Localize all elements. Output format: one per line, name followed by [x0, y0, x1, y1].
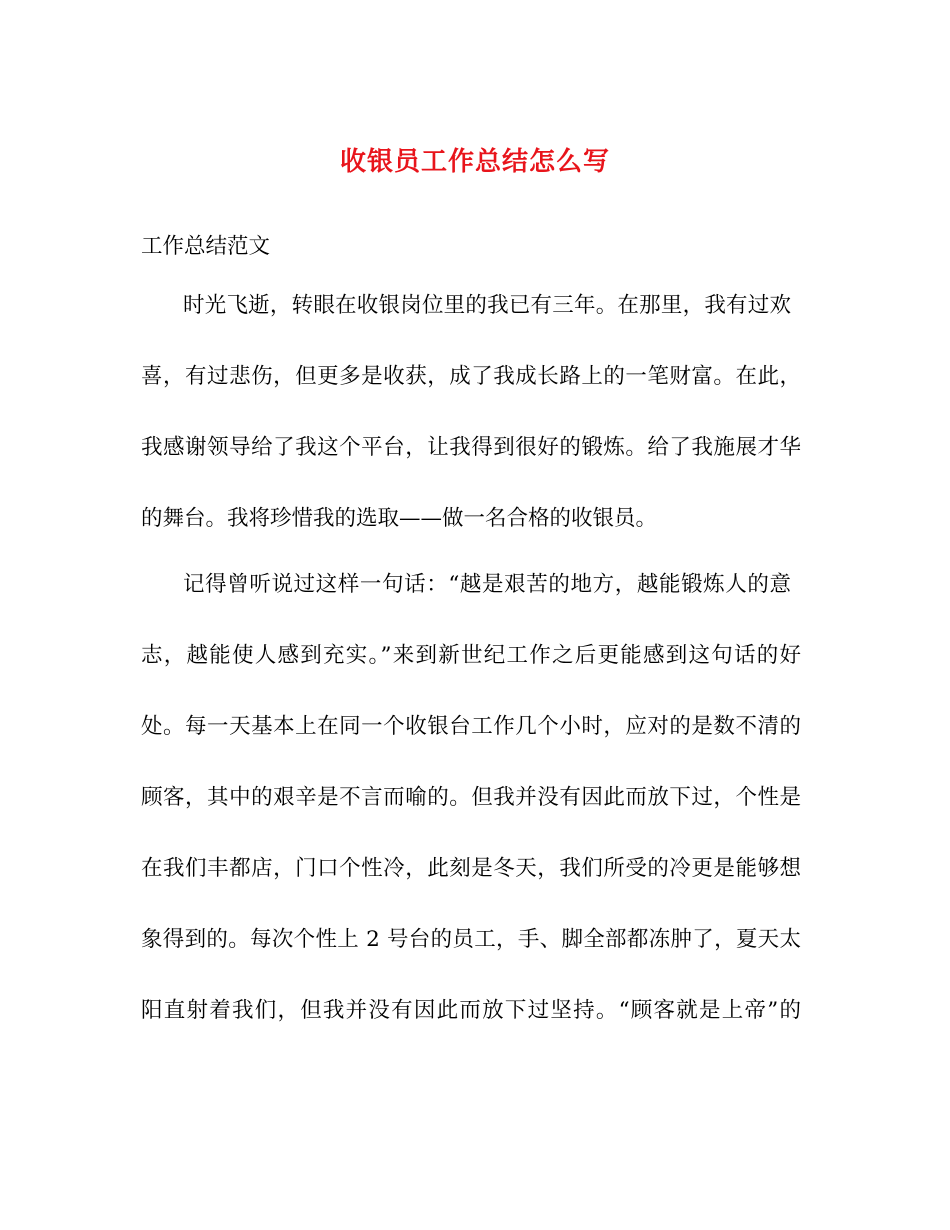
paragraph-1-line-3: 我感谢领导给了我这个平台，让我得到很好的锻炼。给了我施展才华	[141, 435, 801, 460]
paragraph-2-line-7: 阳直射着我们，但我并没有因此而放下过坚持。“顾客就是上帝”的	[141, 998, 801, 1023]
paragraph-2-line-2: 志，越能使人感到充实。”来到新世纪工作之后更能感到这句话的好	[141, 643, 801, 668]
paragraph-2-line-1: 记得曾听说过这样一句话：“越是艰苦的地方，越能锻炼人的意	[183, 572, 791, 597]
paragraph-2-line-6: 象得到的。每次个性上 2 号台的员工，手、脚全部都冻肿了，夏天太	[141, 927, 801, 952]
document-title: 收银员工作总结怎么写	[339, 147, 610, 177]
document-subtitle: 工作总结范文	[141, 234, 271, 259]
paragraph-1-line-4: 的舞台。我将珍惜我的选取——做一名合格的收银员。	[141, 506, 658, 531]
paragraph-1-line-1: 时光飞逝，转眼在收银岗位里的我已有三年。在那里，我有过欢	[183, 293, 791, 318]
paragraph-2-line-5: 在我们丰都店，门口个性冷，此刻是冬天，我们所受的冷更是能够想	[141, 856, 801, 881]
paragraph-2-line-3: 处。每一天基本上在同一个收银台工作几个小时，应对的是数不清的	[141, 714, 801, 739]
paragraph-2-line-4: 顾客，其中的艰辛是不言而喻的。但我并没有因此而放下过，个性是	[141, 785, 801, 810]
paragraph-1-line-2: 喜，有过悲伤，但更多是收获，成了我成长路上的一笔财富。在此，	[141, 364, 801, 389]
